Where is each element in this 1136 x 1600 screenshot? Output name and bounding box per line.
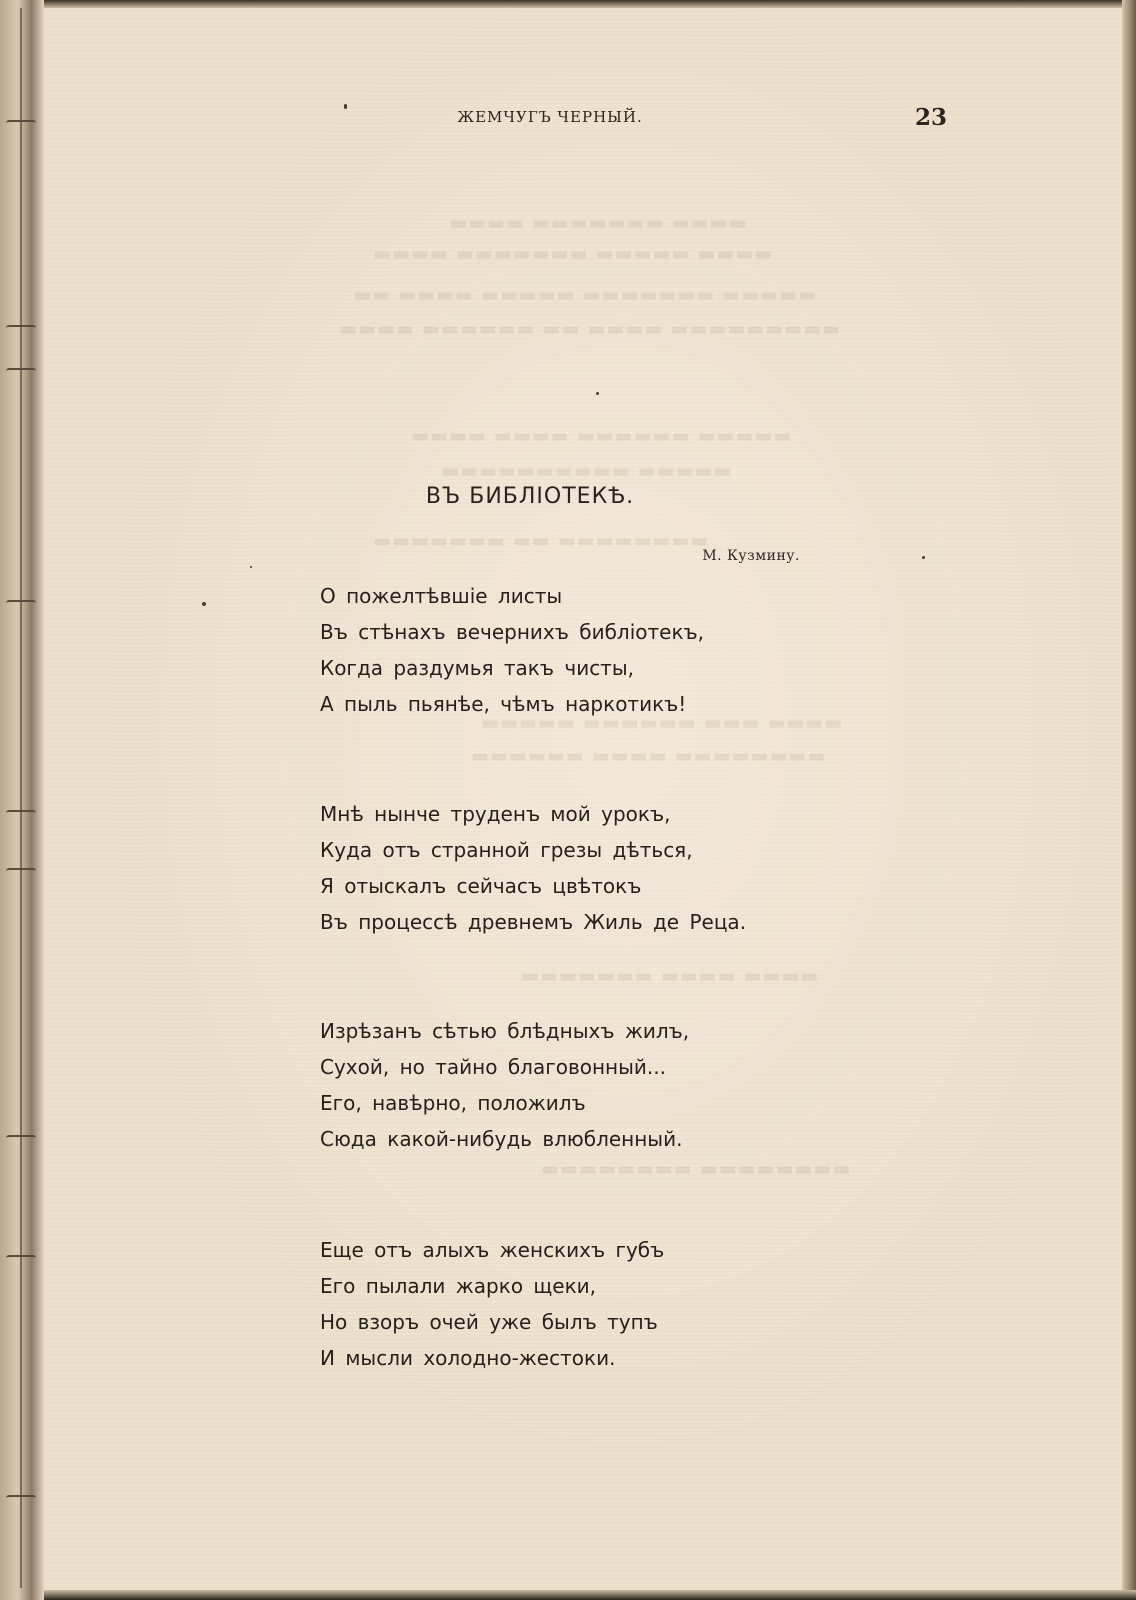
verse-line: Сюда какой-нибудь влюбленный. (320, 1127, 683, 1151)
verse-line: Но взоръ очей уже былъ тупъ (320, 1310, 658, 1334)
verse-line: Когда раздумья такъ чисты, (320, 656, 634, 680)
verse-line: Его, навѣрно, положилъ (320, 1091, 586, 1115)
stanza (320, 1013, 880, 1157)
show-through-texture: ▬▬▬▬▬▬▬▬ ▬▬▬▬ ▬▬▬▬▬▬ (470, 745, 826, 767)
show-through-texture: ▬▬▬▬ ▬▬▬▬▬▬▬ ▬▬▬▬ (448, 212, 747, 234)
verse-line: Мнѣ нынче труденъ мой урокъ, (320, 802, 671, 826)
show-through-texture: ▬▬▬▬ ▬▬▬▬ ▬▬▬▬▬▬▬ (520, 965, 819, 987)
page-number: 23 (915, 104, 948, 131)
binding-gutter (0, 0, 44, 1600)
verse-line: Еще отъ алыхъ женскихъ губъ (320, 1238, 665, 1262)
verse-line: Его пылали жарко щеки, (320, 1274, 597, 1298)
binding-stitch (6, 1255, 36, 1263)
verse-line: А пыль пьянѣе, чѣмъ наркотикъ! (320, 692, 687, 716)
verse-line: Я отыскалъ сейчасъ цвѣтокъ (320, 874, 642, 898)
paper-speck (596, 392, 599, 395)
page-top-edge (0, 0, 1136, 8)
show-through-texture: ▬▬▬▬ ▬▬▬ ▬▬▬▬▬▬ ▬▬▬▬▬ (480, 712, 843, 734)
show-through-texture: ▬▬▬▬ ▬▬▬▬▬ ▬▬▬▬▬▬▬ ▬▬▬▬ (372, 243, 773, 265)
binding-stitch (6, 1495, 36, 1503)
verse-line: О пожелтѣвшіе листы (320, 584, 563, 608)
stanza (320, 1232, 880, 1376)
verse-line: И мысли холодно-жестоки. (320, 1346, 616, 1370)
verse-line: Въ процессѣ древнемъ Жиль де Реца. (320, 910, 747, 934)
binding-fold-line (20, 8, 22, 1588)
paper-speck (250, 566, 252, 568)
poem-dedication: М. Кузмину. (702, 548, 800, 564)
show-through-texture: ▬▬▬▬▬ ▬▬▬▬▬▬ ▬▬▬▬ ▬▬▬▬ (410, 425, 792, 447)
paper-speck (922, 556, 925, 559)
binding-stitch (6, 868, 36, 876)
stanza (320, 796, 880, 940)
binding-stitch (6, 1135, 36, 1143)
verse-line: Куда отъ странной грезы дѣться, (320, 838, 693, 862)
binding-stitch (6, 368, 36, 376)
show-through-texture: ▬▬▬▬▬▬▬▬▬ ▬▬▬▬ ▬▬ ▬▬▬▬▬▬ ▬▬▬▬ (338, 318, 840, 340)
show-through-texture: ▬▬▬▬▬ ▬▬▬▬▬▬▬ ▬▬▬▬▬ ▬▬▬▬ ▬▬ (352, 284, 817, 306)
page-bottom-edge (0, 1590, 1136, 1600)
paper-speck (202, 602, 206, 606)
poem-title: ВЪ БИБЛІОТЕКѢ. (425, 484, 635, 509)
verse-line: Сухой, но тайно благовонный... (320, 1055, 666, 1079)
binding-stitch (6, 325, 36, 333)
paper-speck (344, 104, 347, 109)
binding-stitch (6, 810, 36, 818)
page-right-edge (1122, 0, 1136, 1600)
binding-stitch (6, 600, 36, 608)
stanza (320, 578, 880, 722)
verse-line: Въ стѣнахъ вечернихъ библіотекъ, (320, 620, 705, 644)
show-through-texture: ▬▬▬▬▬▬▬▬ ▬▬ ▬▬▬▬▬▬▬ (372, 530, 709, 552)
show-through-texture: ▬▬▬▬▬ ▬▬▬▬▬▬▬▬▬▬ (440, 460, 732, 482)
binding-stitch (6, 120, 36, 128)
running-head: ЖЕМЧУГЪ ЧЕРНЫЙ. (457, 108, 643, 126)
verse-line: Изрѣзанъ сѣтью блѣдныхъ жилъ, (320, 1019, 690, 1043)
show-through-texture: ▬▬▬▬▬▬▬▬ ▬▬▬▬▬▬▬▬ (540, 1158, 851, 1180)
